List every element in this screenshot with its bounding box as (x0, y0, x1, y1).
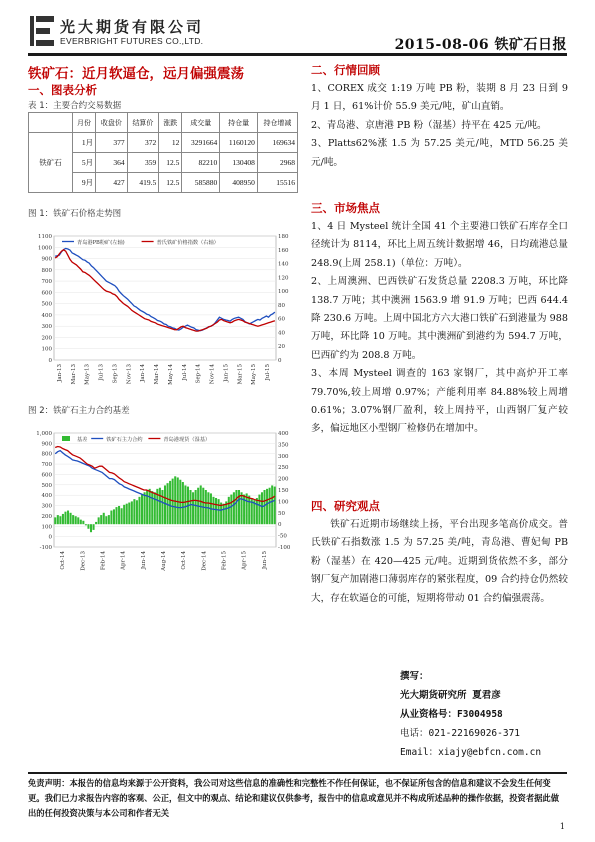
x-tick-label: Jun-14 (140, 551, 147, 570)
left-tick-label: 600 (41, 290, 52, 297)
author-cert: 从业资格号：F3004958 (400, 709, 503, 720)
x-tick-label: Dec-13 (80, 551, 87, 571)
x-tick-label: Jan-14 (140, 364, 147, 382)
focus-item: 2、上周澳洲、巴西铁矿石发货总量 2208.3 万吨，环比降 138.7 万吨；其中澳洲 1563.9 增 91.9 万吨；巴西 644.4 降 230.6 万吨。上周中国北方六大港口铁矿石到港量为 988 万吨，环比降 10 万吨。其中澳洲矿到港约为 594.7 万吨，巴西矿约为 208.8 万吨。 (311, 276, 568, 361)
right-tick-label: 120 (278, 275, 289, 282)
table-header-cell: 持仓增减 (257, 113, 297, 133)
basis-bar (215, 498, 217, 524)
x-tick-label: Mar-14 (154, 364, 161, 385)
basis-bar (93, 524, 95, 530)
basis-bar (218, 499, 220, 524)
review-item: 3、Platts62%涨 1.5 为 57.25 美元/吨，MTD 56.25 美元/吨。 (311, 138, 568, 168)
left-tick-label: 300 (41, 324, 52, 331)
table-cell: 12 (159, 133, 182, 153)
disclaimer-text: 免责声明：本报告的信息均来源于公开资料，我公司对这些信息的准确性和完整性不作任何保证，也不保证所包含的信息和建议不会发生任何变更。我们已力求报告内容的客观、公正，但文中的观点、结论和建议仅供参考，报告中的信息或意见并不构成所述品种的操作依据，投资者据此做出的任何投资决策与本公司和作者无关 (28, 778, 560, 818)
company-name-cn: 光大期货有限公司 (60, 18, 205, 36)
left-tick-label: 200 (41, 513, 52, 520)
header-rule (28, 53, 567, 56)
basis-bar (80, 520, 82, 525)
basis-bar (149, 489, 151, 524)
left-tick-label: 1,000 (36, 431, 52, 437)
chart1-caption: 图 1：铁矿石价格走势图 (28, 209, 122, 219)
right-tick-label: -50 (278, 533, 287, 540)
basis-bar (98, 517, 100, 524)
basis-bar (121, 508, 123, 524)
right-tick-label: 140 (278, 261, 289, 268)
basis-bar (200, 485, 202, 524)
basis-bar (230, 495, 232, 525)
basis-bar (258, 495, 260, 525)
table-cell: 3291664 (182, 133, 220, 153)
basis-bar (59, 516, 61, 524)
plot-area (54, 236, 276, 360)
left-tick-label: 900 (41, 256, 52, 263)
opinion-paragraph: 铁矿石近期市场继续上扬，平台出现多笔高价成交。普氏铁矿石指数涨 1.5 为 57.25 美/吨，青岛港、曹妃甸 PB 粉（湿基）在 420—425 元/吨。近期到货依然不多，部分钢厂复产加剧港口薄弱库存的紧张程度，09 合约持仓仍然较大，存在软逼仓的可能，短期将带动 01 合约偏强震荡。 (311, 519, 568, 604)
basis-bar (161, 490, 163, 524)
right-tick-label: 100 (278, 289, 289, 296)
x-tick-label: Mar-15 (237, 364, 244, 385)
right-tick-label: 160 (278, 247, 289, 254)
right-tick-label: 60 (278, 316, 285, 323)
contracts-table (28, 112, 298, 193)
basis-bar (271, 485, 273, 524)
left-tick-label: 0 (48, 358, 52, 364)
author-email: Email：xiajy@ebfcn.com.cn (400, 747, 542, 758)
table-cell: 372 (127, 133, 159, 153)
author-name: 光大期货研究所 夏君彦 (400, 690, 501, 701)
table-row (29, 133, 298, 153)
left-tick-label: 200 (41, 335, 52, 342)
x-tick-label: Apr-15 (241, 551, 248, 570)
right-tick-label: 20 (278, 344, 285, 351)
table-cell: 12.5 (159, 173, 182, 193)
x-tick-label: Jul-13 (98, 364, 105, 381)
x-tick-label: Aug-14 (161, 551, 167, 571)
research-view-text (311, 516, 568, 608)
basis-bar (95, 522, 97, 524)
x-tick-label: Nov-13 (126, 364, 133, 385)
x-tick-label: Feb-14 (100, 551, 107, 571)
right-tick-label: 150 (278, 488, 289, 494)
basis-bar (235, 490, 237, 524)
table-header-cell: 结算价 (127, 113, 159, 133)
author-phone: 电话：021-22169026-371 (400, 728, 521, 739)
table-header-cell: 收盘价 (96, 113, 128, 133)
basis-bar (177, 477, 179, 524)
section-chart-analysis: 一、图表分析 (28, 83, 97, 97)
x-tick-label: Oct-14 (181, 551, 188, 570)
legend-label: 基差 (77, 437, 88, 443)
table-cell: 1160120 (220, 133, 258, 153)
basis-bar (269, 488, 271, 524)
basis-bar (110, 511, 112, 525)
market-review-text (311, 80, 568, 172)
table-cell: 427 (96, 173, 128, 193)
right-tick-label: 100 (278, 499, 289, 506)
basis-bar (62, 514, 64, 524)
basis-bar (115, 507, 117, 524)
basis-bar (138, 497, 140, 524)
basis-bar (238, 490, 240, 524)
basis-bar (100, 515, 102, 524)
basis-bar (118, 506, 120, 524)
basis-bar (174, 476, 176, 524)
basis-bar (144, 492, 146, 524)
basis-bar (151, 491, 153, 524)
section-market-focus: 三、市场焦点 (311, 201, 380, 215)
x-tick-label: Jan-13 (56, 364, 63, 382)
left-tick-label: 1100 (38, 234, 52, 240)
market-focus-text (311, 218, 568, 439)
footer-rule (28, 772, 567, 774)
table-cell: 12.5 (159, 153, 182, 173)
x-tick-label: Jun-15 (261, 551, 268, 570)
basis-bar (169, 481, 171, 524)
basis-bar (263, 490, 265, 524)
basis-bar (202, 488, 204, 524)
left-tick-label: 700 (41, 462, 52, 469)
table-cell: 377 (96, 133, 128, 153)
basis-bar (212, 497, 214, 524)
x-tick-label: May-14 (167, 364, 174, 385)
table-cell: 419.5 (127, 173, 159, 193)
basis-bar (128, 503, 130, 525)
x-tick-label: Jul-15 (265, 364, 272, 381)
table-header-cell: 月份 (73, 113, 96, 133)
basis-bar (159, 488, 161, 524)
basis-bar (261, 492, 263, 524)
right-tick-label: -100 (278, 545, 291, 551)
x-tick-label: Sep-14 (195, 364, 202, 384)
basis-bar (189, 490, 191, 524)
basis-bar (164, 485, 166, 524)
table-header-row (29, 113, 298, 133)
table-cell: 130408 (220, 153, 258, 173)
basis-bar (54, 517, 56, 524)
basis-bar (77, 517, 79, 524)
table-cell: 5月 (73, 153, 96, 173)
right-tick-label: 250 (278, 465, 289, 472)
basis-bar (233, 492, 235, 524)
left-tick-label: 100 (41, 346, 52, 353)
legend-label: 青岛港现货（湿基） (163, 437, 211, 443)
basis-bar (136, 500, 138, 524)
table-cell: 359 (127, 153, 159, 173)
left-tick-label: 900 (41, 441, 52, 448)
basis-bar (113, 509, 115, 524)
left-tick-label: 800 (41, 267, 52, 274)
right-tick-label: 50 (278, 510, 285, 517)
basis-bar (195, 490, 197, 524)
basis-bar (248, 496, 250, 525)
basis-bar (184, 485, 186, 524)
table-cell: 169634 (257, 133, 297, 153)
legend-swatch (62, 436, 70, 441)
left-tick-label: 500 (41, 482, 52, 489)
x-tick-label: Jul-14 (181, 364, 188, 381)
x-tick-label: Jan-15 (223, 364, 230, 382)
x-tick-label: May-15 (251, 364, 258, 385)
basis-bar (75, 516, 77, 524)
legend-label: 普氏铁矿价格指数（右轴） (156, 240, 219, 246)
left-tick-label: 600 (41, 472, 52, 479)
basis-bar (85, 524, 87, 525)
basis-bar (154, 492, 156, 524)
left-tick-label: 1000 (38, 245, 52, 252)
basis-bar (123, 505, 125, 524)
basis-bar (241, 492, 243, 524)
right-tick-label: 200 (278, 476, 289, 483)
page-number: 1 (559, 822, 565, 831)
right-tick-label: 40 (278, 330, 285, 337)
right-tick-label: 180 (278, 234, 289, 240)
table-cell: 15516 (257, 173, 297, 193)
basis-bar (67, 511, 69, 525)
x-tick-label: Oct-14 (60, 551, 67, 570)
basis-bar (141, 495, 143, 525)
basis-chart (28, 419, 300, 579)
x-tick-label: May-13 (84, 364, 91, 385)
basis-bar (182, 482, 184, 524)
right-tick-label: 350 (278, 442, 289, 449)
table-header-cell (29, 113, 73, 133)
table-header-cell: 成交量 (182, 113, 220, 133)
basis-bar (266, 489, 268, 524)
basis-bar (103, 513, 105, 524)
price-trend-chart (28, 222, 300, 392)
table-cell: 364 (96, 153, 128, 173)
basis-bar (70, 513, 72, 524)
basis-bar (64, 512, 66, 525)
basis-bar (57, 515, 59, 524)
table-cell: 9月 (73, 173, 96, 193)
left-tick-label: -100 (39, 545, 52, 551)
review-item: 2、青岛港、京唐港 PB 粉（湿基）持平在 425 元/吨。 (311, 119, 547, 131)
x-tick-label: Sep-13 (112, 364, 119, 384)
left-tick-label: 0 (48, 534, 52, 541)
basis-bar (105, 516, 107, 524)
right-tick-label: 80 (278, 302, 285, 309)
x-tick-label: Nov-14 (209, 364, 216, 385)
right-tick-label: 0 (278, 358, 282, 364)
author-written-label: 撰写： (400, 671, 429, 682)
table-header-cell: 持仓量 (220, 113, 258, 133)
table-cell: 408950 (220, 173, 258, 193)
section-market-review: 二、行情回顾 (311, 63, 380, 77)
basis-bar (87, 524, 89, 529)
basis-bar (108, 515, 110, 524)
x-tick-label: Dec-14 (201, 551, 208, 571)
basis-bar (274, 487, 276, 525)
right-tick-label: 0 (278, 522, 282, 529)
right-tick-label: 400 (278, 431, 289, 437)
basis-bar (131, 501, 133, 524)
section-research-view: 四、研究观点 (311, 499, 380, 513)
basis-bar (192, 492, 194, 524)
table-caption: 表 1：主要合约交易数据 (28, 101, 122, 111)
x-tick-label: Mar-13 (70, 364, 77, 385)
left-tick-label: 400 (41, 312, 52, 319)
focus-item: 1、4 日 Mysteel 统计全国 41 个主要港口铁矿石库存全口径统计为 8114，环比上周五统计数据增 46，日均疏港总量 248.9(上周 258.1)（单位：万吨）。 (311, 221, 568, 269)
commodity-cell: 铁矿石 (29, 133, 73, 193)
chart2-caption: 图 2：铁矿石主力合约基差 (28, 406, 130, 416)
left-tick-label: 300 (41, 503, 52, 510)
table-cell: 2968 (257, 153, 297, 173)
main-title: 铁矿石：近月软逼仓，远月偏强震荡 (28, 66, 244, 82)
report-title: 2015-08-06 铁矿石日报 (394, 37, 567, 53)
x-tick-label: Feb-15 (221, 551, 228, 571)
table-header-cell: 涨跌 (159, 113, 182, 133)
left-tick-label: 800 (41, 451, 52, 458)
review-item: 1、COREX 成交 1:19 万吨 PB 粉，装期 8 月 23 日到 9 月 1 日，61%计价 55.9 美元/吨，矿山直销。 (311, 83, 568, 113)
legend-label: 青岛港PB粉矿(左轴) (77, 240, 125, 246)
left-tick-label: 500 (41, 301, 52, 308)
right-tick-label: 300 (278, 453, 289, 460)
left-tick-label: 100 (41, 524, 52, 531)
table-cell: 585880 (182, 173, 220, 193)
left-tick-label: 700 (41, 279, 52, 286)
basis-bar (223, 504, 225, 525)
table-cell: 82210 (182, 153, 220, 173)
company-name-en: EVERBRIGHT FUTURES CO.,LTD. (60, 36, 204, 46)
legend-label: 铁矿石主力合约 (106, 437, 143, 443)
table-cell: 1月 (73, 133, 96, 153)
basis-bar (90, 524, 92, 532)
company-logo-icon (30, 16, 54, 46)
basis-bar (228, 497, 230, 524)
x-tick-label: Apr-14 (120, 551, 127, 570)
basis-bar (82, 521, 84, 524)
focus-item: 3、本周 Mysteel 调查的 163 家钢厂，其中高炉开工率 79.70%,较上周增 0.97%；产能利用率 84.88%较上周增 0.61%；3.07%钢厂盈利，较上周持平，山西钢厂复产较多，偏远地区小型钢厂检修仍在增加中。 (311, 368, 568, 435)
basis-bar (256, 498, 258, 524)
basis-bar (133, 499, 135, 524)
left-tick-label: 400 (41, 493, 52, 500)
basis-bar (126, 504, 128, 525)
basis-bar (72, 515, 74, 524)
